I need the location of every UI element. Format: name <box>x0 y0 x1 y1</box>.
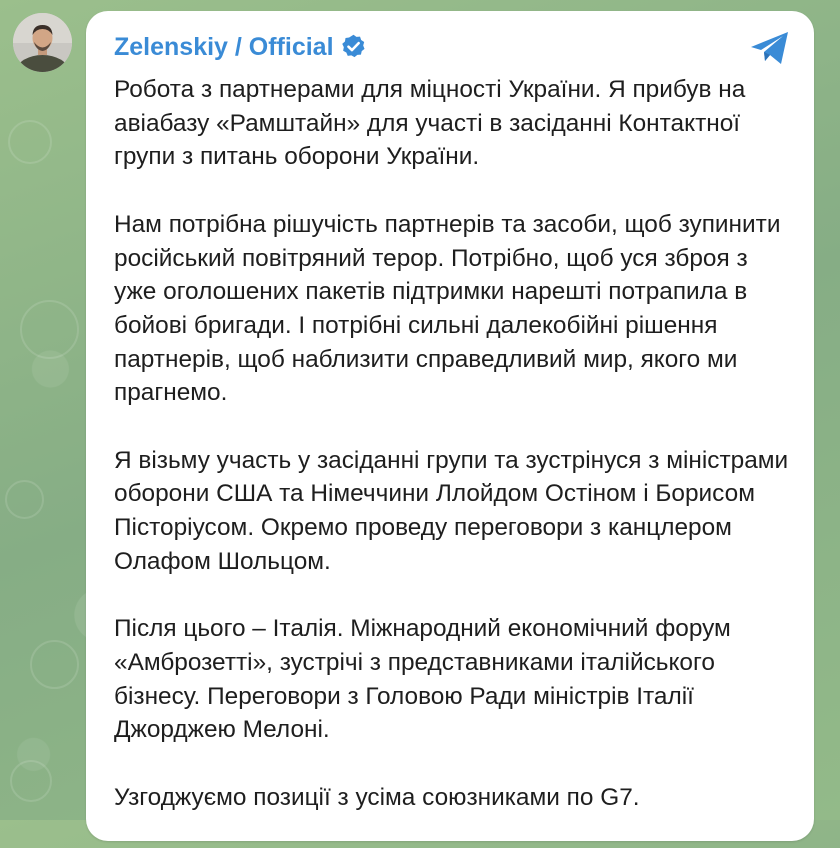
channel-name-row[interactable] <box>114 30 367 64</box>
message-paragraph: Після цього – Італія. Міжнародний економічний форум «Амброзетті», зустрічі з представниками італійського бізнесу. Переговори з Головою Ради міністрів Італії Джорджею Мелоні. <box>114 615 731 744</box>
wallpaper-doodle <box>5 480 44 519</box>
message-paragraph: Робота з партнерами для міцності України. Я прибув на авіабазу «Рамштайн» для участі в засіданні Контактної групи з питань оборони України. <box>114 76 746 171</box>
message-body <box>114 73 794 848</box>
message-paragraph: Узгоджуємо позиції з усіма союзниками по G7. <box>114 783 640 811</box>
verified-badge-icon <box>340 33 367 60</box>
message-paragraph: Нам потрібна рішучість партнерів та засоби, щоб зупинити російський повітряний терор. Потрібно, щоб уся зброя з уже оголошених пакетів підтримки нарешті потрапила в бойові бригади. І потрібні сильні далекобійні рішення партнерів, щоб наблизити справедливий мир, якого ми прагнемо. <box>114 210 781 407</box>
channel-avatar[interactable] <box>13 13 72 72</box>
message-paragraph: Я візьму участь у засіданні групи та зустрінуся з міністрами оборони США та Німеччини Ллойдом Остіном і Борисом Пісторіусом. Окремо проведу переговори з канцлером Олафом Шольцом. <box>114 446 789 575</box>
wallpaper-doodle <box>8 120 52 164</box>
telegram-share-icon[interactable] <box>748 28 792 68</box>
avatar <box>13 13 72 72</box>
channel-name[interactable]: Zelenskiy / Official <box>114 33 334 61</box>
wallpaper-doodle <box>20 300 79 359</box>
message-bubble <box>86 11 814 841</box>
wallpaper-doodle <box>30 640 79 689</box>
wallpaper-doodle <box>10 760 52 802</box>
